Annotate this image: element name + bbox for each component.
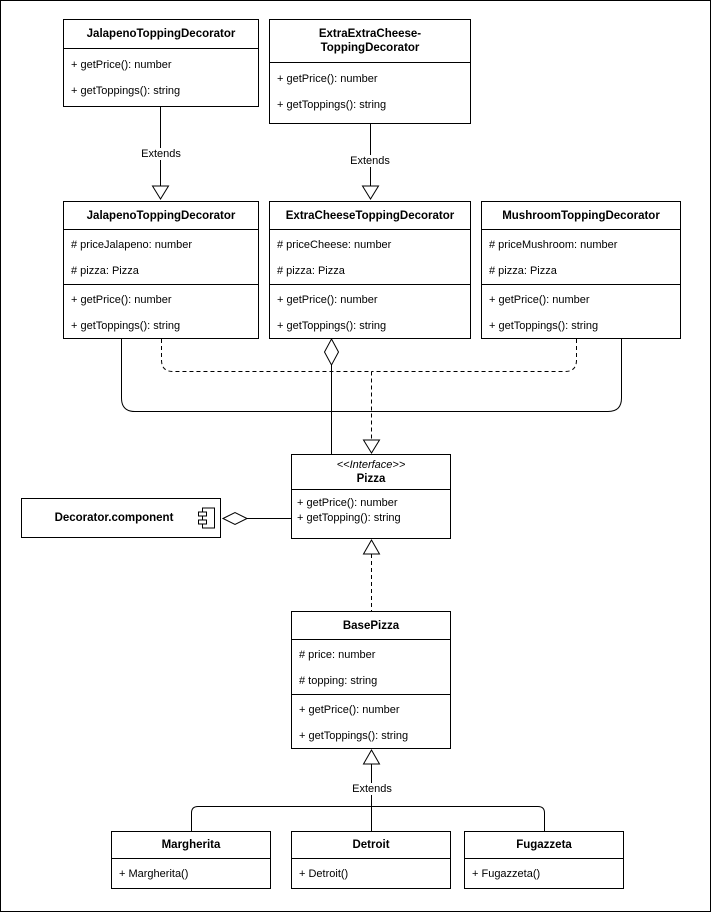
interface-box-pizza — [291, 454, 451, 539]
class-method: + getToppings(): string — [71, 320, 181, 332]
component-icon — [198, 508, 215, 529]
edge-label-extends: Extends — [349, 783, 395, 795]
class-name: JalapenoToppingDecorator — [86, 209, 236, 222]
edge-dashed-left — [162, 339, 372, 372]
class-attribute: # price: number — [299, 649, 376, 661]
class-name: ExtraCheeseToppingDecorator — [285, 209, 455, 222]
class-box-margherita — [111, 831, 271, 889]
edge-aggregation-left — [122, 339, 332, 412]
edge-extends-bottom-branch — [192, 807, 545, 832]
class-name: Fugazzeta — [516, 839, 572, 851]
realization-arrowhead-icon — [364, 440, 380, 453]
class-box-extra-extra-cheese-topping-decorator — [269, 19, 471, 124]
edge-aggregation-right — [332, 339, 622, 412]
class-box-jalapeno-topping-decorator-top — [63, 19, 259, 107]
class-attribute: # pizza: Pizza — [277, 265, 345, 277]
class-method: + getPrice(): number — [277, 294, 378, 306]
class-name-line2: ToppingDecorator — [320, 42, 420, 54]
component-box-decorator-component — [21, 498, 221, 538]
class-attribute: # priceMushroom: number — [489, 239, 618, 251]
class-method: + getToppings(): string — [299, 730, 409, 742]
class-box-fugazzeta — [464, 831, 624, 889]
class-method: + Fugazzeta() — [472, 868, 541, 880]
aggregation-diamond-icon — [325, 339, 339, 365]
class-attribute: # priceCheese: number — [277, 239, 392, 251]
class-box-base-pizza — [291, 611, 451, 749]
class-method: + Detroit() — [299, 868, 349, 880]
class-box-mushroom-topping-decorator — [481, 201, 681, 339]
interface-stereotype: <<Interface>> — [336, 459, 406, 471]
class-method: + getToppings(): string — [71, 85, 181, 97]
edge-label-extends: Extends — [138, 148, 184, 160]
class-method: + getPrice(): number — [489, 294, 590, 306]
class-name: Margherita — [161, 839, 221, 851]
class-attribute: # pizza: Pizza — [71, 265, 139, 277]
class-method: + getPrice(): number — [297, 497, 398, 509]
class-name: Pizza — [356, 473, 386, 485]
class-method: + getPrice(): number — [71, 294, 172, 306]
edge-label-extends: Extends — [347, 155, 393, 167]
class-method: + getPrice(): number — [71, 59, 172, 71]
class-method: + getTopping(): string — [297, 512, 401, 524]
class-method: + getToppings(): string — [489, 320, 599, 332]
class-attribute: # topping: string — [299, 675, 378, 687]
class-name: JalapenoToppingDecorator — [86, 28, 236, 40]
class-attribute: # priceJalapeno: number — [71, 239, 193, 251]
class-box-jalapeno-topping-decorator — [63, 201, 259, 339]
class-method: + getToppings(): string — [277, 99, 387, 111]
component-label: Decorator.component — [54, 512, 174, 524]
class-method: + getToppings(): string — [277, 320, 387, 332]
class-name: BasePizza — [342, 619, 400, 632]
class-box-extra-cheese-topping-decorator — [269, 201, 471, 339]
aggregation-diamond-icon — [223, 513, 247, 525]
class-method: + Margherita() — [119, 868, 189, 880]
class-method: + getPrice(): number — [277, 73, 378, 85]
class-box-detroit — [291, 831, 451, 889]
realization-arrowhead-icon — [364, 540, 380, 554]
class-name-line1: ExtraExtraCheese- — [318, 28, 422, 40]
generalization-arrowhead-icon — [153, 186, 169, 199]
class-method: + getPrice(): number — [299, 704, 400, 716]
class-attribute: # pizza: Pizza — [489, 265, 557, 277]
generalization-arrowhead-icon — [364, 750, 380, 764]
class-name: MushroomToppingDecorator — [502, 209, 660, 222]
class-name: Detroit — [352, 839, 390, 851]
generalization-arrowhead-icon — [363, 186, 379, 199]
edge-dashed-right — [372, 339, 577, 372]
